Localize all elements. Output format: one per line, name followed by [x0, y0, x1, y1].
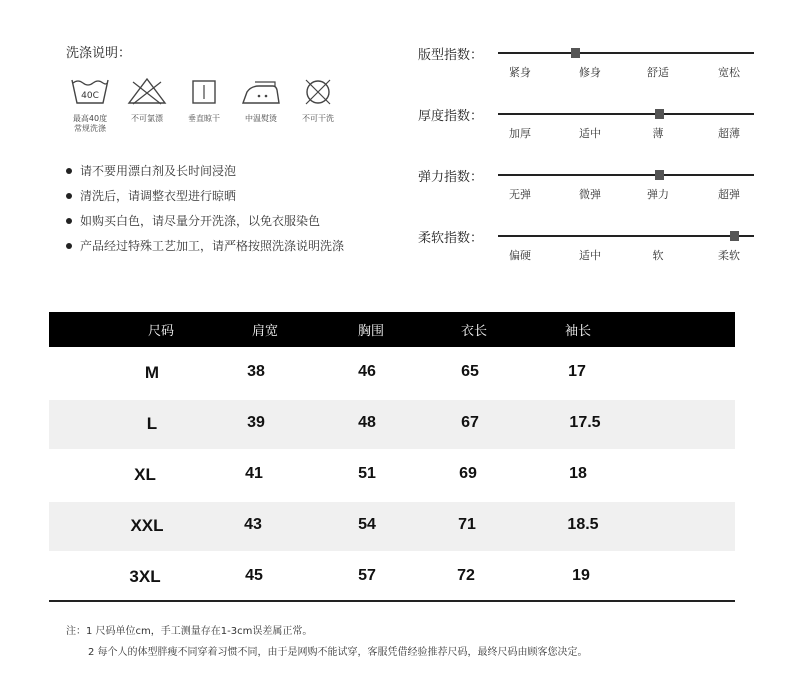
index-label: 舒适: [647, 66, 669, 79]
length-cell: 67: [461, 414, 479, 431]
no-bleach-icon: [125, 74, 169, 108]
care-item-medium-iron: [233, 74, 289, 124]
chest-cell: 57: [358, 567, 376, 584]
index-marker: [655, 109, 664, 119]
sleeve-cell: 19: [572, 567, 590, 584]
index-label: 弹力: [647, 188, 669, 201]
index-label: 修身: [579, 66, 601, 79]
index-thickness: [418, 103, 768, 164]
icon-label: 中温熨烫: [245, 114, 277, 123]
wash-40-icon: [68, 74, 112, 108]
table-row: [49, 502, 735, 551]
chest-cell: 48: [358, 414, 376, 431]
bullet-icon: [66, 243, 72, 249]
sleeve-cell: 17.5: [569, 414, 601, 431]
svg-text:40C: 40C: [81, 91, 99, 101]
index-labels: [498, 186, 754, 202]
index-label: 超弹: [718, 188, 740, 201]
wash-instructions-title: 洗涤说明：: [66, 46, 132, 61]
icon-label: 不可氯漂: [131, 114, 163, 123]
length-cell: 69: [459, 465, 477, 482]
sleeve-cell: 18: [569, 465, 587, 482]
wash-note: [66, 187, 386, 212]
size-cell: L: [146, 414, 158, 433]
table-row: [49, 349, 735, 398]
chest-cell: 54: [358, 516, 376, 533]
index-label: 适中: [579, 127, 601, 140]
table-row: [49, 553, 735, 602]
bullet-icon: [66, 168, 72, 174]
index-label: 超薄: [718, 127, 740, 140]
shoulder-cell: 39: [247, 414, 265, 431]
index-title: 柔软指数：: [418, 231, 484, 246]
length-cell: 65: [461, 363, 479, 380]
wash-note-text: 如购买白色，请尽量分开洗涤，以免衣服染色: [80, 214, 321, 228]
size-table-header: [49, 312, 735, 347]
care-item-hang-dry: [176, 74, 232, 124]
product-indices: [418, 42, 768, 286]
chest-cell: 51: [358, 465, 376, 482]
wash-note-text: 清洗后，请调整衣型进行晾晒: [80, 189, 237, 203]
icon-label: 垂直晾干: [188, 114, 220, 123]
size-cell: XL: [134, 465, 156, 484]
sleeve-cell: 17: [568, 363, 586, 380]
no-dry-clean-icon: [296, 74, 340, 108]
index-label: 宽松: [718, 66, 740, 79]
wash-note: [66, 162, 386, 187]
size-cell: 3XL: [129, 567, 161, 586]
length-cell: 72: [457, 567, 475, 584]
shoulder-cell: 41: [245, 465, 263, 482]
index-label: 微弹: [579, 188, 601, 201]
wash-note-text: 产品经过特殊工艺加工，请严格按照洗涤说明洗涤: [80, 239, 345, 253]
header-size: 尺码: [147, 324, 175, 339]
index-marker: [655, 170, 664, 180]
chest-cell: 46: [358, 363, 376, 380]
index-marker: [730, 231, 739, 241]
header-chest: 胸围: [357, 324, 385, 339]
size-cell: M: [144, 363, 160, 382]
footnote-unit: 注：1 尺码单位cm，手工测量存在1-3cm误差属正常。: [66, 626, 313, 637]
icon-label: 不可干洗: [302, 114, 334, 123]
header-sleeve: 袖长: [564, 324, 592, 339]
index-track: [498, 113, 754, 115]
index-track: [498, 174, 754, 176]
index-labels: [498, 64, 754, 80]
hang-dry-icon: [182, 74, 226, 108]
header-length: 衣长: [460, 324, 488, 339]
index-fit: [418, 42, 768, 103]
shoulder-cell: 45: [245, 567, 263, 584]
index-title: 厚度指数：: [418, 109, 484, 124]
index-track: [498, 235, 754, 237]
index-label: 加厚: [509, 127, 531, 140]
table-bottom-rule: [49, 600, 735, 602]
index-marker: [571, 48, 580, 58]
shoulder-cell: 38: [247, 363, 265, 380]
index-softness: [418, 225, 768, 286]
wash-note-text: 请不要用漂白剂及长时间浸泡: [80, 164, 237, 178]
length-cell: 71: [458, 516, 476, 533]
index-labels: [498, 125, 754, 141]
table-row: [49, 400, 735, 449]
icon-label: 最高40度 常规洗涤: [72, 114, 108, 133]
wash-notes: [66, 162, 386, 262]
care-icons: [62, 74, 352, 144]
index-title: 版型指数：: [418, 48, 484, 63]
index-label: 柔软: [718, 249, 740, 262]
index-label: 适中: [579, 249, 601, 262]
sleeve-cell: 18.5: [567, 516, 599, 533]
wash-note: [66, 237, 386, 262]
index-label: 薄: [652, 127, 664, 140]
care-item-no-bleach: [119, 74, 175, 124]
footnote-fit-advice: 2 每个人的体型胖瘦不同穿着习惯不同，由于是网购不能试穿，客服凭借经验推荐尺码，最终尺码由顾客您决定。: [88, 647, 588, 658]
index-label: 软: [652, 249, 664, 262]
index-elasticity: [418, 164, 768, 225]
index-label: 偏硬: [509, 249, 531, 262]
index-title: 弹力指数：: [418, 170, 484, 185]
table-row: [49, 451, 735, 500]
header-shoulder: 肩宽: [251, 324, 279, 339]
index-labels: [498, 247, 754, 263]
medium-iron-icon: [239, 74, 283, 108]
index-label: 紧身: [509, 66, 531, 79]
bullet-icon: [66, 193, 72, 199]
size-table: [49, 312, 735, 602]
size-cell: XXL: [130, 516, 164, 535]
wash-note: [66, 212, 386, 237]
index-track: [498, 52, 754, 54]
index-label: 无弹: [509, 188, 531, 201]
shoulder-cell: 43: [244, 516, 262, 533]
care-item-wash-40: [62, 74, 118, 134]
care-item-no-dry-clean: [290, 74, 346, 124]
bullet-icon: [66, 218, 72, 224]
